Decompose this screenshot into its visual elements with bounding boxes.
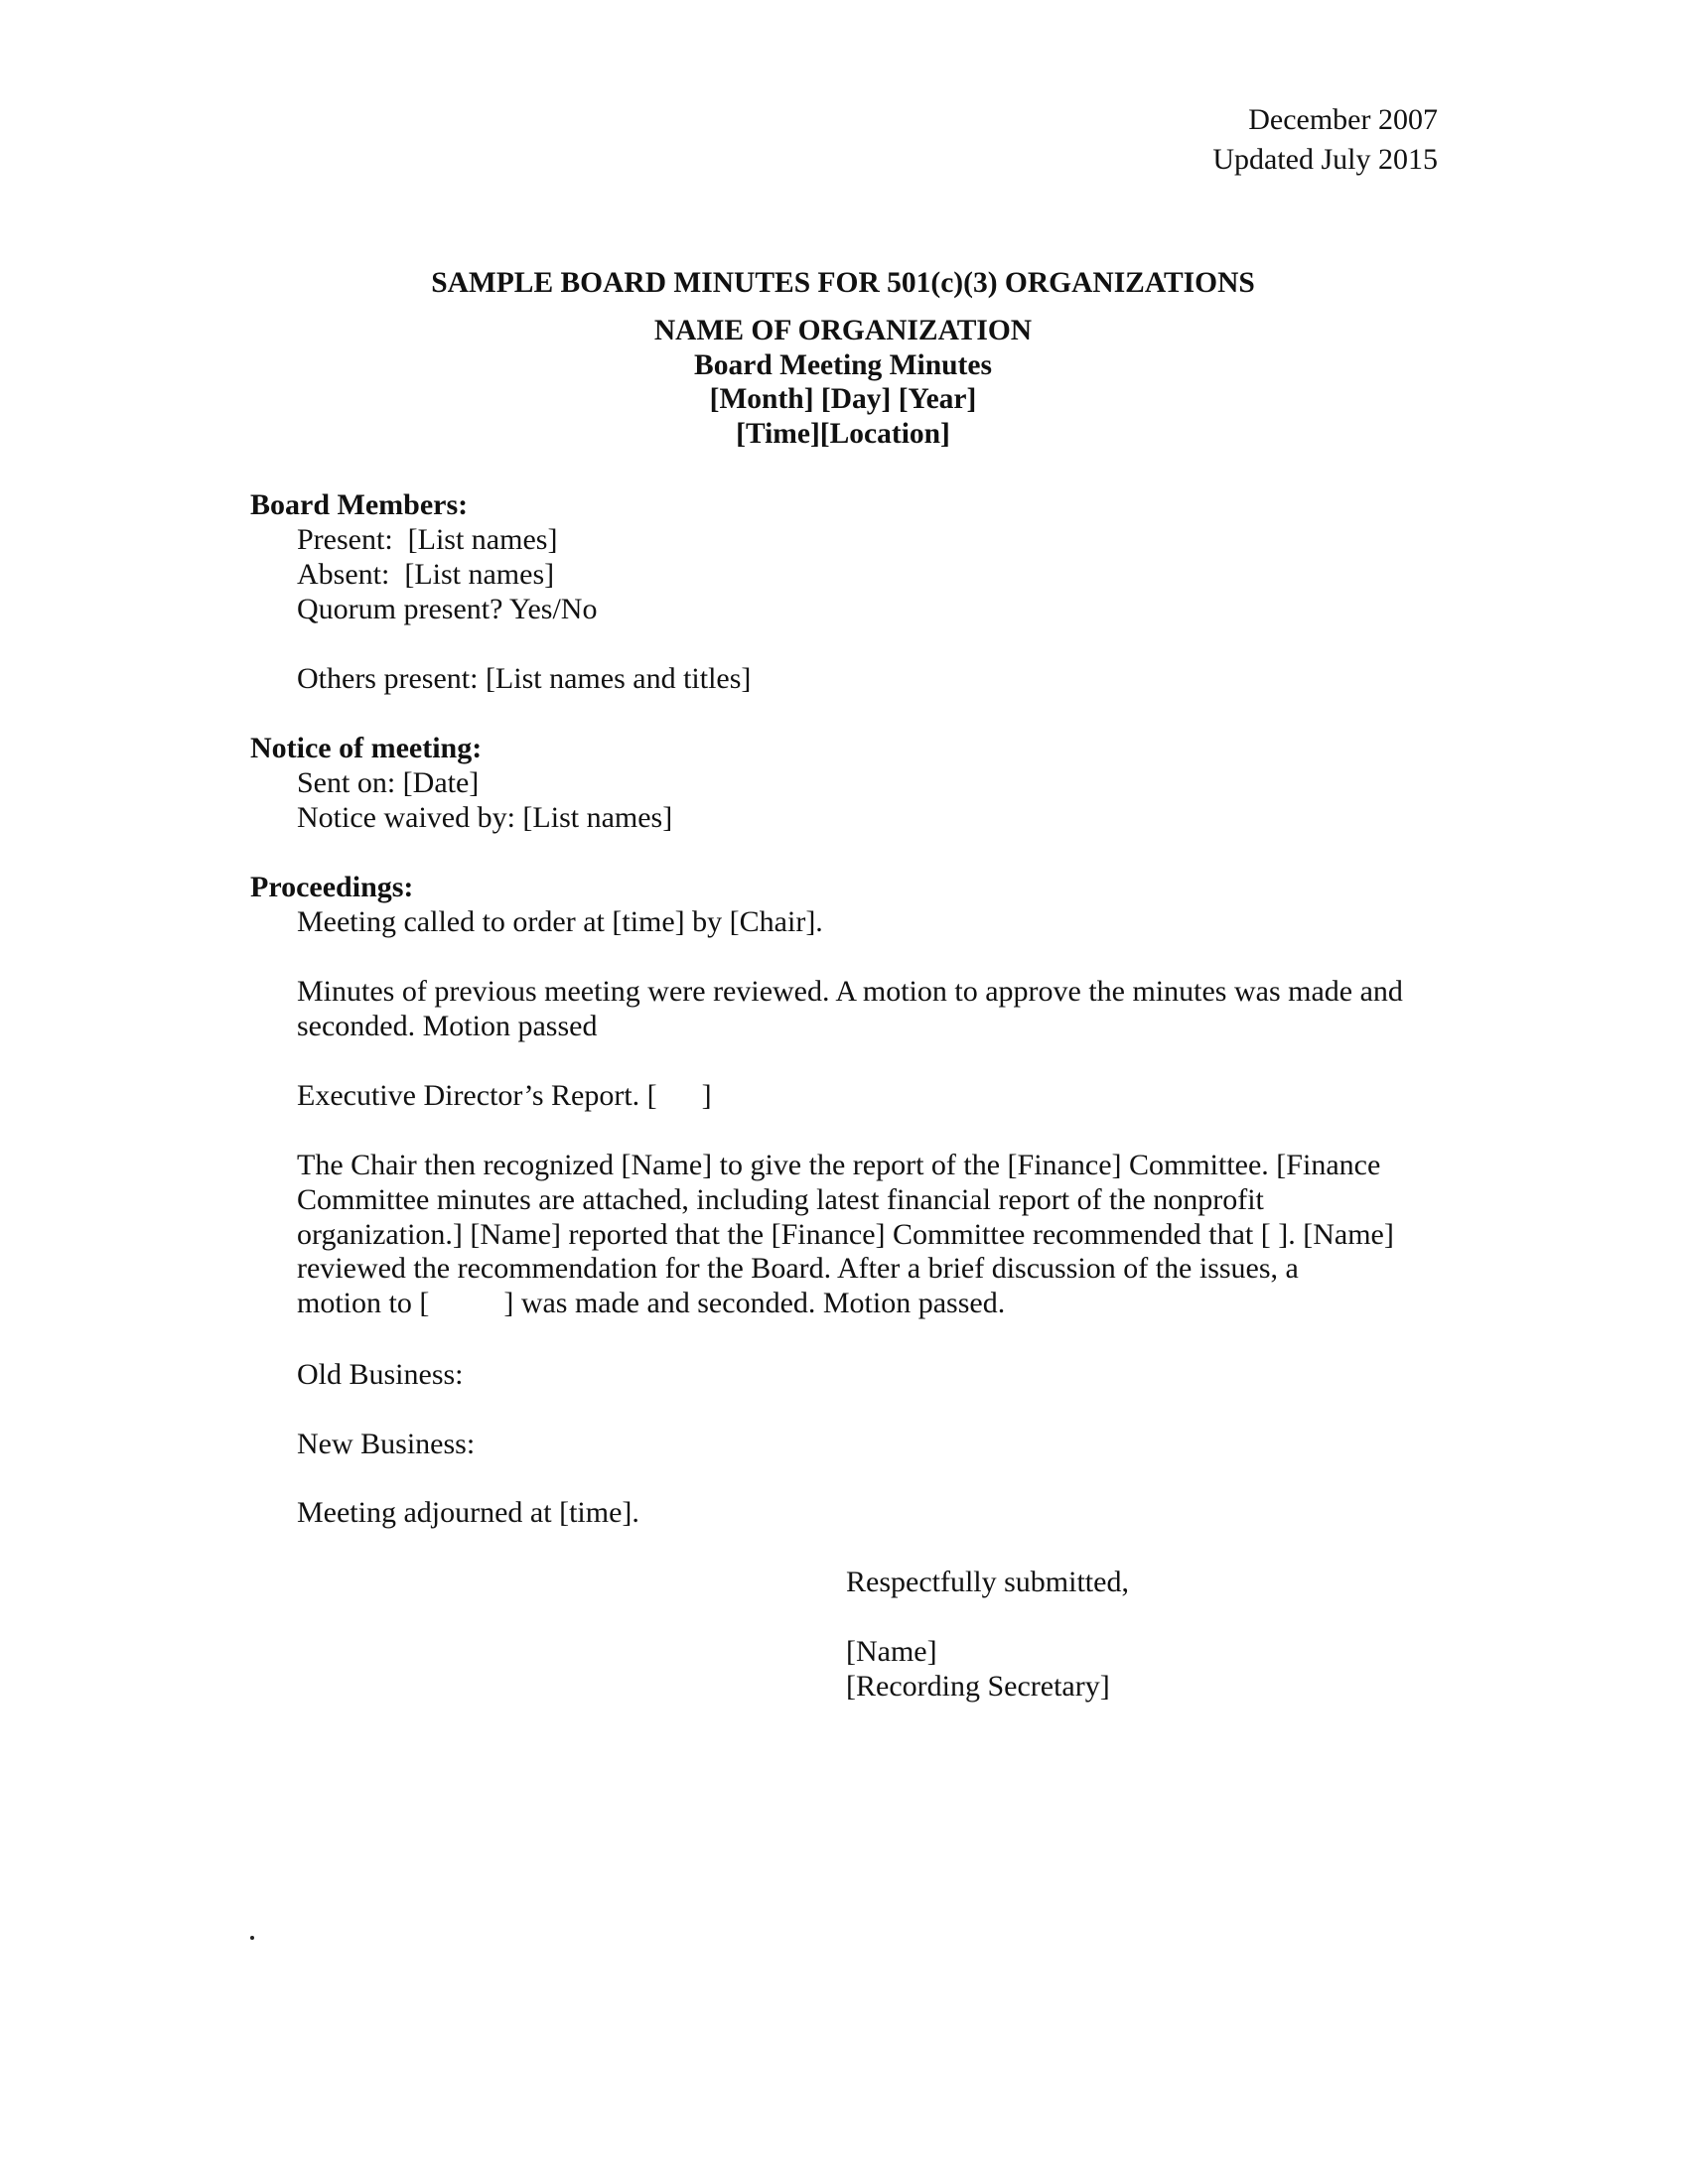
old-business-line: Old Business:	[297, 1358, 464, 1391]
adjourned-line: Meeting adjourned at [time].	[297, 1496, 639, 1529]
paragraph-line: The Chair then recognized [Name] to give the report of the [Finance] Committee. [Finance	[297, 1149, 1381, 1181]
board-members-heading: Board Members:	[250, 488, 469, 521]
paragraph-line: seconded. Motion passed	[297, 1010, 598, 1042]
meeting-time-location: [Time][Location]	[736, 418, 950, 450]
new-business-line: New Business:	[297, 1428, 476, 1460]
others-present-line: Others present: [List names and titles]	[297, 662, 752, 695]
footer-dot	[250, 1936, 254, 1940]
paragraph-line: motion to [ ] was made and seconded. Motion passed.	[297, 1287, 1006, 1319]
header-updated: Updated July 2015	[1212, 143, 1438, 176]
header-date: December 2007	[1248, 103, 1438, 136]
meeting-date: [Month] [Day] [Year]	[709, 383, 977, 415]
present-line: Present: [List names]	[297, 523, 558, 556]
document-name: Board Meeting Minutes	[694, 349, 992, 381]
sent-on-line: Sent on: [Date]	[297, 766, 480, 799]
paragraph-line: reviewed the recommendation for the Board. After a brief discussion of the issues, a	[297, 1252, 1299, 1285]
executive-director-report-line: Executive Director’s Report. [ ]	[297, 1079, 712, 1112]
notice-waived-line: Notice waived by: [List names]	[297, 801, 673, 834]
absent-line: Absent: [List names]	[297, 558, 555, 591]
proceedings-heading: Proceedings:	[250, 871, 414, 903]
notice-heading: Notice of meeting:	[250, 732, 483, 764]
called-to-order-line: Meeting called to order at [time] by [Chair].	[297, 905, 823, 938]
paragraph-line: organization.] [Name] reported that the [Finance] Committee recommended that [ ]. [Name]	[297, 1218, 1394, 1251]
secretary-role: [Recording Secretary]	[846, 1670, 1110, 1703]
closing-line: Respectfully submitted,	[846, 1566, 1129, 1598]
document-title: SAMPLE BOARD MINUTES FOR 501(c)(3) ORGANIZATIONS	[431, 267, 1255, 299]
paragraph-line: Committee minutes are attached, including latest financial report of the nonprofit	[297, 1183, 1264, 1216]
secretary-name: [Name]	[846, 1635, 937, 1668]
quorum-line: Quorum present? Yes/No	[297, 593, 598, 625]
paragraph-line: Minutes of previous meeting were reviewed. A motion to approve the minutes was made and	[297, 975, 1403, 1008]
organization-name: NAME OF ORGANIZATION	[653, 315, 1033, 346]
